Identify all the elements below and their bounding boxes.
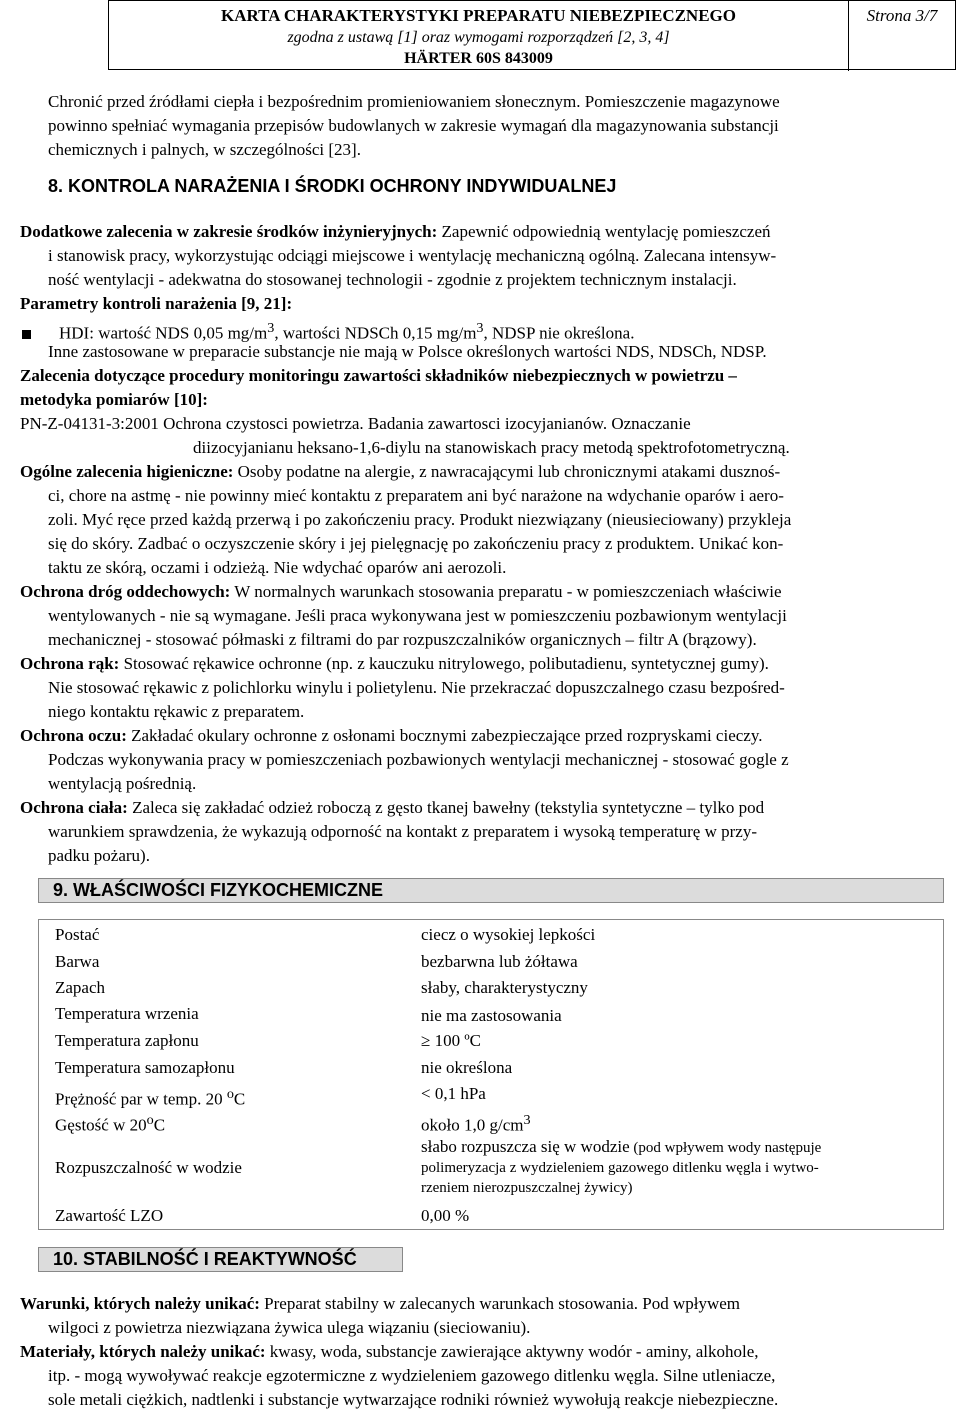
intro-line: chemicznych i palnych, w szczególności [23]. bbox=[48, 140, 361, 159]
hdi-text: , NDSP nie określona. bbox=[483, 323, 635, 343]
body-label: Ochrona ciała: bbox=[20, 798, 128, 817]
intro-line: powinno spełniać wymagania przepisów budowlanych w zakresie wymagań dla magazynowania substancji bbox=[48, 116, 779, 135]
monitoring-heading: metodyka pomiarów [10]: bbox=[20, 390, 208, 409]
hygiene-line: zoli. Myć ręce przed każdą przerwą i po zakończeniu pracy. Produkt niezwiązany (nieusieciowany) przykleja bbox=[48, 510, 792, 529]
hand-line bbox=[20, 652, 769, 676]
avoid-materials-line: sole metali ciężkich, nadtlenki i substancje wytwarzające rodniki również wywołują reakcje niebezpieczne. bbox=[48, 1390, 779, 1409]
property-label: Temperatura zapłonu bbox=[55, 1031, 199, 1050]
avoid-conditions-text: Preparat stabilny w zalecanych warunkach stosowania. Pod wpływem bbox=[259, 1294, 741, 1313]
intro-line: Chronić przed źródłami ciepła i bezpośrednim promieniowaniem słonecznym. Pomieszczenie magazynowe bbox=[48, 92, 780, 111]
property-label: Barwa bbox=[55, 952, 100, 971]
eye-label: Ochrona oczu: bbox=[20, 726, 127, 745]
properties-table bbox=[38, 919, 944, 1230]
property-label: Zapach bbox=[55, 978, 106, 997]
document-title: KARTA CHARAKTERYSTYKI PREPARATU NIEBEZPIECZNEGO bbox=[220, 6, 736, 25]
body-line bbox=[20, 796, 764, 820]
respiratory-line: mechanicznej - stosować półmaski z filtrami do par rozpuszczalników organicznych – filtr A (brązowy). bbox=[48, 630, 757, 649]
hygiene-line bbox=[20, 460, 780, 484]
property-label: Zawartość LZO bbox=[55, 1206, 164, 1225]
property-label-text: Prężność par w temp. 20 bbox=[55, 1089, 227, 1109]
property-value: nie określona bbox=[421, 1058, 513, 1077]
monitoring-heading: Zalecenia dotyczące procedury monitoringu zawartości składników niebezpiecznych w powietrzu – bbox=[20, 366, 737, 385]
property-label bbox=[55, 1083, 245, 1111]
property-value: ≥ 100 ºC bbox=[421, 1031, 481, 1050]
hygiene-label: Ogólne zalecenia higieniczne: bbox=[20, 462, 234, 481]
avoid-materials-line bbox=[20, 1340, 759, 1364]
eye-line: wentylacją pośrednią. bbox=[48, 774, 197, 793]
other-substances-line: Inne zastosowane w preparacie substancje nie mają w Polsce określonych wartości NDS, NDSCh, NDSP. bbox=[48, 342, 767, 361]
hand-line: niego kontaktu rękawic z preparatem. bbox=[48, 702, 305, 721]
section-9-heading: 9. WŁAŚCIWOŚCI FIZYKOCHEMICZNE bbox=[38, 878, 944, 903]
hand-line: Nie stosować rękawic z polichlorku winylu i polietylenu. Nie przekraczać dopuszczalnego czasu bezpośred- bbox=[48, 678, 785, 697]
engineering-line bbox=[20, 220, 771, 244]
engineering-line: i stanowisk pracy, wykorzystując odciągi miejscowe i wentylację mechaniczną ogólną. Zalecana intensyw- bbox=[48, 246, 777, 265]
avoid-materials-text: kwasy, woda, substancje zawierające aktywny wodór - aminy, alkohole, bbox=[265, 1342, 759, 1361]
product-name: HÄRTER 60S 843009 bbox=[404, 50, 553, 67]
property-label: Rozpuszczalność w wodzie bbox=[55, 1158, 242, 1177]
avoid-materials-label: Materiały, których należy unikać: bbox=[20, 1342, 266, 1361]
property-label: Postać bbox=[55, 925, 100, 944]
property-value-note: rzeniem nierozpuszczalnej żywicy) bbox=[421, 1180, 633, 1196]
hygiene-text: Osoby podatne na alergie, z nawracającymi lub chronicznymi atakami dusznoś- bbox=[233, 462, 781, 481]
property-value-note: (pod wpływem wody następuje bbox=[629, 1140, 822, 1156]
standard-line: PN-Z-04131-3:2001 Ochrona czystosci powietrza. Badania zawartosci izocyjanianów. Oznaczanie bbox=[20, 414, 691, 433]
avoid-conditions-label: Warunki, których należy unikać: bbox=[20, 1294, 260, 1313]
exposure-params-label: Parametry kontroli narażenia [9, 21]: bbox=[20, 294, 293, 313]
page-number: Strona 3/7 bbox=[866, 6, 938, 25]
body-line: warunkiem sprawdzenia, że wykazują odporność na kontakt z preparatem i wysoką temperaturę w przy- bbox=[48, 822, 757, 841]
hand-label: Ochrona rąk: bbox=[20, 654, 120, 673]
avoid-conditions-line bbox=[20, 1292, 740, 1316]
hdi-text: HDI: wartość NDS 0,05 mg/m bbox=[59, 323, 268, 343]
eye-text: Zakładać okulary ochronne z osłonami bocznymi zabezpieczające przed rozpryskami cieczy. bbox=[126, 726, 763, 745]
property-value-text: około 1,0 g/cm bbox=[421, 1115, 524, 1135]
header-title-block bbox=[109, 1, 849, 71]
property-value: 0,00 % bbox=[421, 1206, 470, 1225]
section-8-heading: 8. KONTROLA NARAŻENIA I ŚRODKI OCHRONY INDYWIDUALNEJ bbox=[48, 176, 617, 196]
hygiene-line: taktu ze skórą, oczami i odzieżą. Nie wdychać oparów ani aerozoli. bbox=[48, 558, 507, 577]
standard-line: diizocyjanianu heksano-1,6-diylu na stanowiskach pracy metodą spektrofotometryczną. bbox=[193, 438, 790, 457]
respiratory-line: wentylowanych - nie są wymagane. Jeśli praca wykonywana jest w pomieszczeniu pozbawionym wentylacji bbox=[48, 606, 787, 625]
property-value: nie ma zastosowania bbox=[421, 1006, 562, 1025]
document-subtitle: zgodna z ustawą [1] oraz wymogami rozporządzeń [2, 3, 4] bbox=[287, 29, 670, 46]
property-row bbox=[55, 1136, 933, 1202]
property-value: słaby, charakterystyczny bbox=[421, 978, 588, 997]
property-label bbox=[55, 1109, 165, 1137]
property-label-text: C bbox=[233, 1089, 246, 1109]
avoid-conditions-line: wilgoci z powietrza niezwiązana żywica ulega wiązaniu (sieciowaniu). bbox=[48, 1318, 531, 1337]
respiratory-line bbox=[20, 580, 782, 604]
engineering-line: ność wentylacji - adekwatna do stosowanej technologii - zgodnie z projektem technicznym instalacji. bbox=[48, 270, 737, 289]
document-header bbox=[108, 0, 956, 70]
eye-line: Podczas wykonywania pracy w pomieszczeniach pozbawionych wentylacji mechanicznej - stosować gogle z bbox=[48, 750, 789, 769]
avoid-materials-line: itp. - mogą wywoływać reakcje egzotermiczne z wydzieleniem gazowego ditlenku węgla. Silne utleniacze, bbox=[48, 1366, 776, 1385]
property-value-note: polimeryzacja z wydzieleniem gazowego ditlenku węgla i wytwo- bbox=[421, 1160, 819, 1176]
property-value: ciecz o wysokiej lepkości bbox=[421, 925, 596, 944]
degree-sup: o bbox=[146, 1112, 154, 1128]
degree-sup: o bbox=[226, 1086, 234, 1102]
engineering-label: Dodatkowe zalecenia w zakresie środków inżynieryjnych: bbox=[20, 222, 438, 241]
engineering-text: Zapewnić odpowiednią wentylację pomieszczeń bbox=[437, 222, 771, 241]
property-value: < 0,1 hPa bbox=[421, 1084, 486, 1103]
square-bullet-icon bbox=[22, 330, 31, 339]
hygiene-line: ci, chore na astmę - nie powinny mieć kontaktu z preparatem ani być narażone na wdychanie oparów i aero- bbox=[48, 486, 784, 505]
property-value-text: słabo rozpuszcza się w wodzie bbox=[421, 1137, 630, 1156]
section-10-heading: 10. STABILNOŚĆ I REAKTYWNOŚĆ bbox=[38, 1247, 403, 1272]
hand-text: Stosować rękawice ochronne (np. z kauczuku nitrylowego, polibutadienu, syntetycznej gumy). bbox=[119, 654, 769, 673]
hdi-sup: 3 bbox=[476, 320, 484, 336]
property-label-text: C bbox=[153, 1115, 166, 1135]
respiratory-text: W normalnych warunkach stosowania preparatu - w pomieszczeniach właściwie bbox=[230, 582, 782, 601]
property-value bbox=[421, 1109, 531, 1137]
hdi-text: , wartości NDSCh 0,15 mg/m bbox=[274, 323, 477, 343]
property-label: Temperatura wrzenia bbox=[55, 1004, 199, 1023]
property-value bbox=[421, 1136, 951, 1198]
hdi-sup: 3 bbox=[267, 320, 275, 336]
property-label-text: Gęstość w 20 bbox=[55, 1115, 147, 1135]
eye-line bbox=[20, 724, 762, 748]
respiratory-label: Ochrona dróg oddechowych: bbox=[20, 582, 231, 601]
unit-sup: 3 bbox=[523, 1112, 531, 1128]
property-label: Temperatura samozapłonu bbox=[55, 1058, 235, 1077]
property-value: bezbarwna lub żółtawa bbox=[421, 952, 578, 971]
body-text: Zaleca się zakładać odzież roboczą z gęsto tkanej bawełny (tekstylia syntetyczne – tylko pod bbox=[127, 798, 765, 817]
body-line: padku pożaru). bbox=[48, 846, 150, 865]
hygiene-line: się do skóry. Zadbać o oczyszczenie skóry i jej pielęgnację po zakończeniu pracy z produktem. Unikać kon- bbox=[48, 534, 784, 553]
